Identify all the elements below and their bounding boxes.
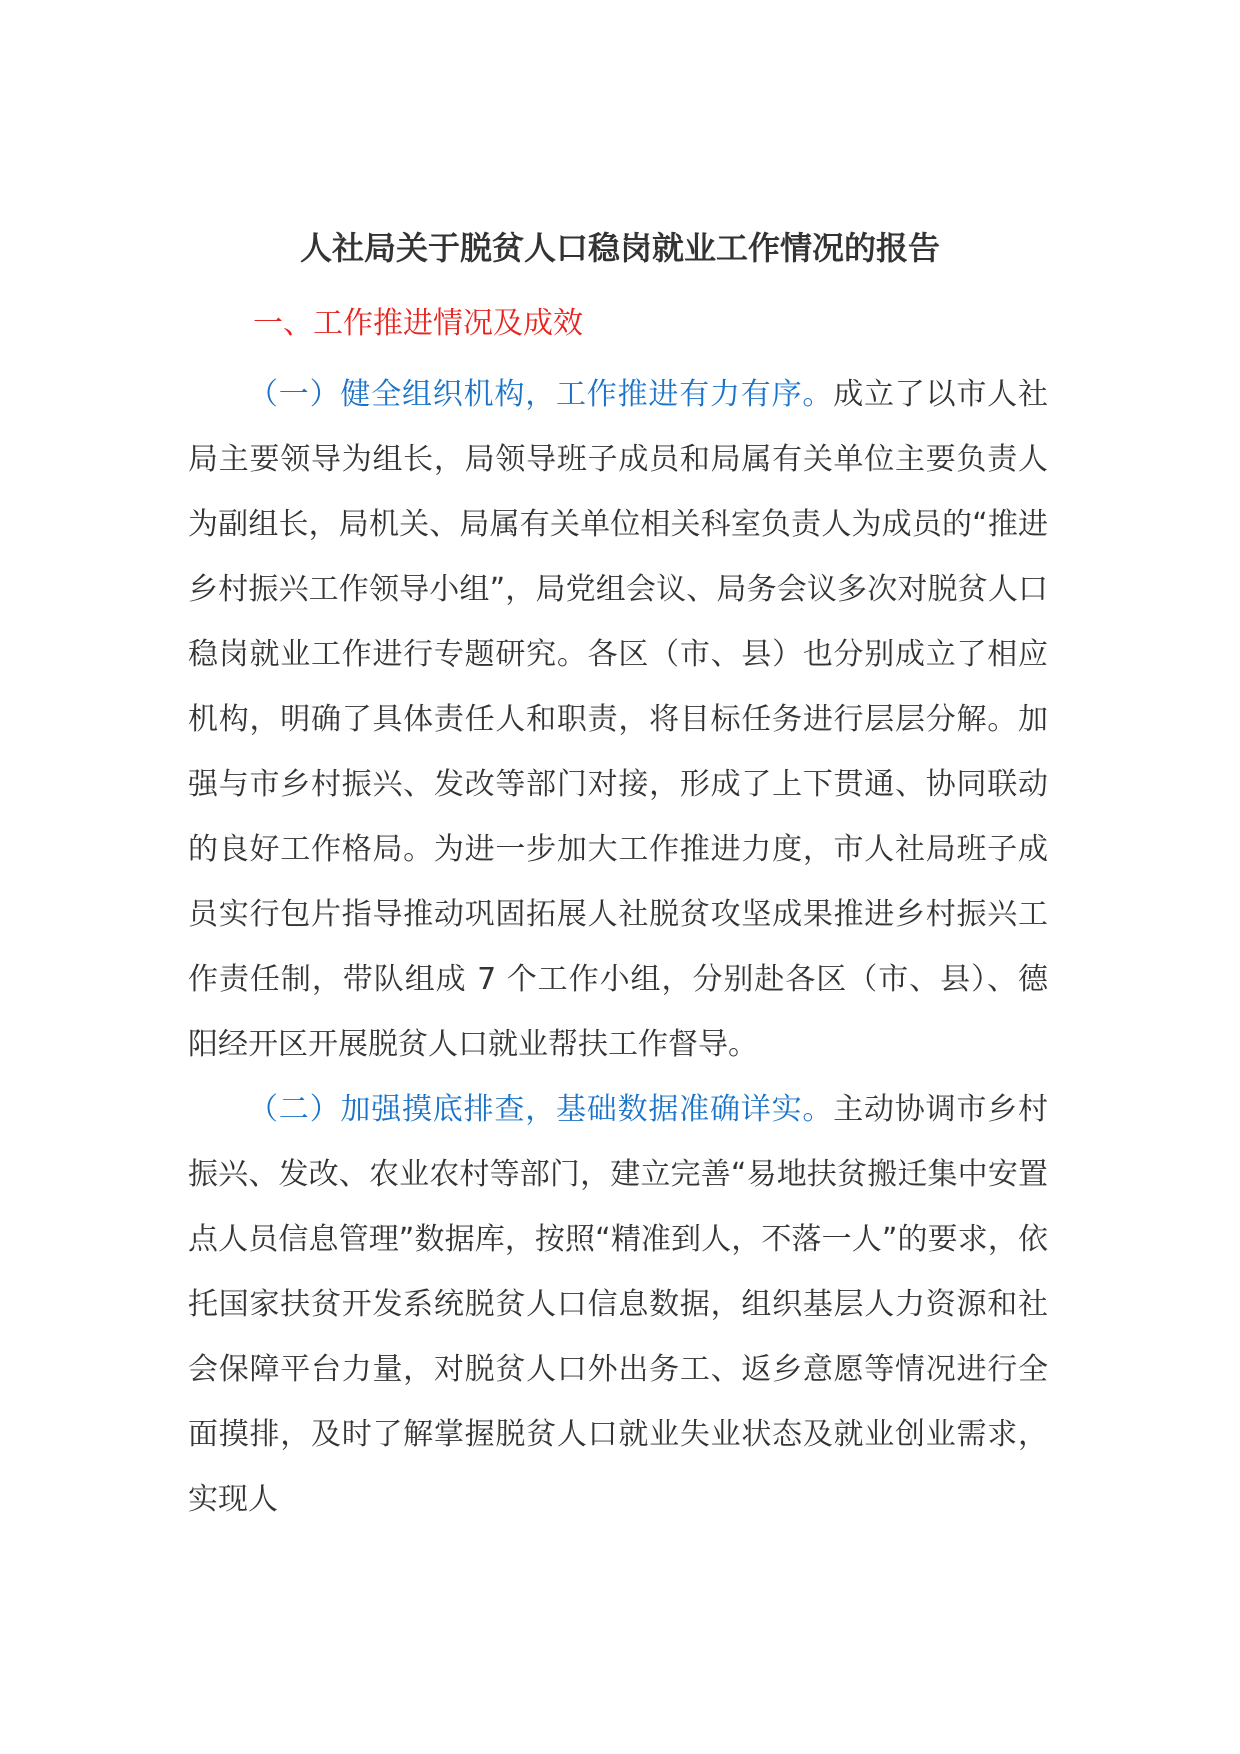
paragraph-1-body: 成立了以市人社局主要领导为组长，局领导班子成员和局属有关单位主要负责人为副组长，局机关、局属有关单位相关科室负责人为成员的“推进乡村振兴工作领导小组”，局党组会议、局务会议多次对脱贫人口稳岗就业工作进行专题研究。各区（市、县）也分别成立了相应机构，明确了具体责任人和职责，将目标任务进行层层分解。加强与市乡村振兴、发改等部门对接，形成了上下贯通、协同联动的良好工作格局。为进一步加大工作推进力度，市人社局班子成员实行包片指导推动巩固拓展人社脱贫攻坚成果推进乡村振兴工作责任制，带队组成 7 个工作小组，分别赴各区（市、县）、德阳经开区开展脱贫人口就业帮扶工作督导。	[188, 377, 1049, 1062]
paragraph-2-body: 主动协调市乡村振兴、发改、农业农村等部门，建立完善“易地扶贫搬迁集中安置点人员信息管理”数据库，按照“精准到人，不落一人”的要求，依托国家扶贫开发系统脱贫人口信息数据，组织基层人力资源和社会保障平台力量，对脱贫人口外出务工、返乡意愿等情况进行全面摸排，及时了解掌握脱贫人口就业失业状态及就业创业需求，实现人	[188, 1092, 1049, 1517]
paragraph-2	[188, 1077, 1048, 1532]
section-heading-1: 一、工作推进情况及成效	[253, 306, 583, 341]
document-title: 人社局关于脱贫人口稳岗就业工作情况的报告	[299, 229, 940, 268]
paragraph-1	[188, 362, 1048, 1077]
paragraph-2-subheading: （二）加强摸底排查，基础数据准确详实。	[248, 1092, 834, 1127]
paragraph-1-subheading: （一）健全组织机构，工作推进有力有序。	[248, 377, 834, 412]
